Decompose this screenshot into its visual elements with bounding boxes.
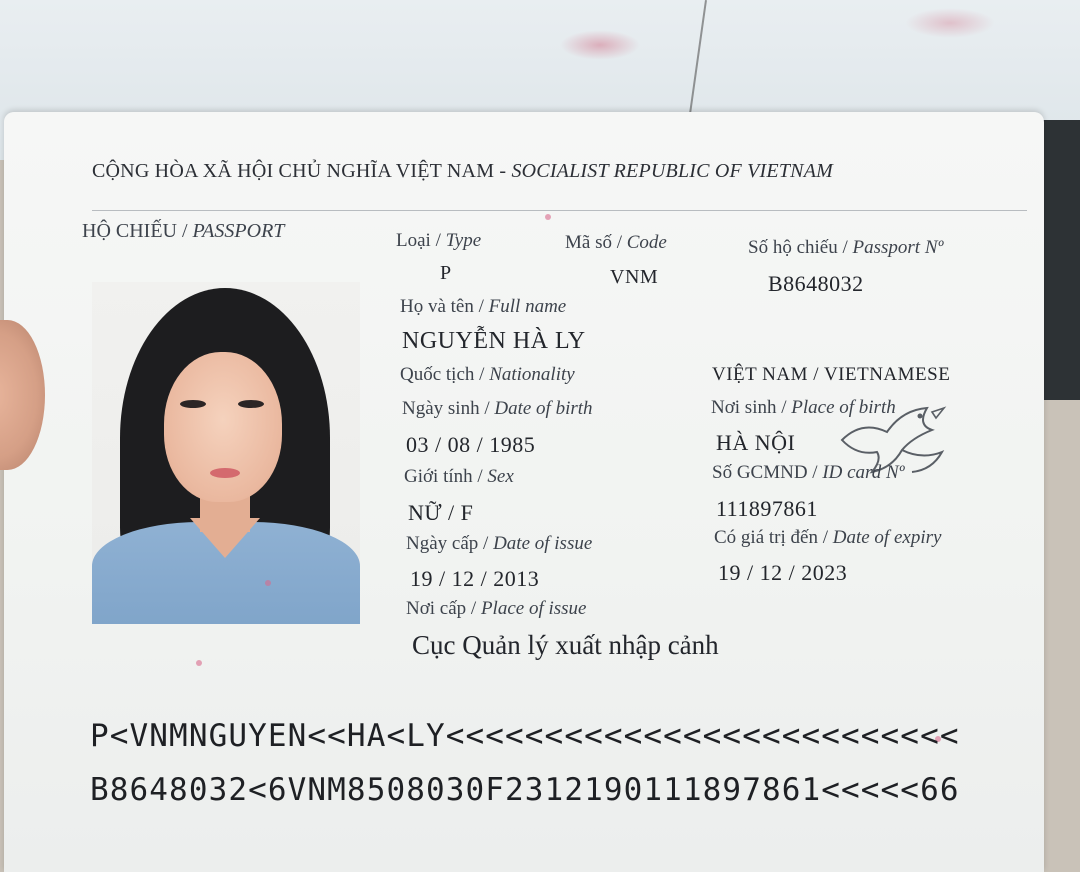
dob-value: 03 / 08 / 1985	[406, 432, 536, 457]
date-of-expiry-label-en: Date of expiry	[832, 527, 942, 548]
date-of-expiry-value: 19 / 12 / 2023	[718, 560, 848, 585]
id-card-label-vn: Số GCMND /	[712, 462, 823, 483]
code-label	[565, 232, 667, 254]
passport-number-label-en: Passport Nº	[852, 237, 944, 258]
mrz-line-1: P<VNMNGUYEN<<HA<LY<<<<<<<<<<<<<<<<<<<<<<<<<<	[90, 718, 960, 754]
full-name-label-vn: Họ và tên /	[400, 296, 489, 317]
document-title	[82, 220, 284, 243]
type-value: P	[440, 262, 452, 284]
place-of-issue-value: Cục Quản lý xuất nhập cảnh	[412, 630, 719, 660]
sex-value: NỮ / F	[408, 500, 474, 525]
full-name-label-en: Full name	[488, 296, 567, 317]
passport-number-value: B8648032	[768, 271, 864, 296]
dob-label-vn: Ngày sinh /	[402, 398, 495, 419]
type-label	[396, 230, 481, 252]
ink-dot	[545, 214, 551, 220]
full-name-label	[400, 296, 566, 318]
country-name-en: SOCIALIST REPUBLIC OF VIETNAM	[511, 160, 833, 182]
passport-number-label	[748, 237, 943, 259]
country-name-vn: CỘNG HÒA XÃ HỘI CHỦ NGHĨA VIỆT NAM -	[92, 160, 512, 182]
full-name-value: NGUYỄN HÀ LY	[402, 328, 586, 354]
sex-label-en: Sex	[487, 466, 514, 487]
sex-label-vn: Giới tính /	[404, 466, 488, 487]
nationality-label-en: Nationality	[489, 364, 575, 385]
place-of-issue-label	[406, 598, 586, 620]
country-header	[92, 160, 967, 183]
place-of-birth-value: HÀ NỘI	[716, 430, 796, 455]
photo-eye	[180, 400, 206, 408]
type-label-en: Type	[445, 230, 482, 251]
nationality-value: VIỆT NAM / VIETNAMESE	[712, 364, 951, 385]
date-of-issue-label-vn: Ngày cấp /	[406, 533, 494, 554]
date-of-expiry-label	[714, 527, 941, 549]
id-card-label-en: ID card Nº	[822, 462, 905, 483]
sex-label	[404, 466, 514, 488]
place-of-issue-label-vn: Nơi cấp /	[406, 598, 481, 619]
date-of-issue-label	[406, 533, 592, 555]
ink-stamp-mark	[905, 8, 995, 38]
code-label-vn: Mã số /	[565, 232, 627, 253]
photo-face	[164, 352, 282, 502]
document-title-vn: HỘ CHIẾU /	[82, 220, 193, 242]
mrz-line-2: B8648032<6VNM8508030F2312190111897861<<<<<66	[90, 772, 960, 808]
place-of-birth-label-vn: Nơi sinh /	[711, 397, 792, 418]
code-label-en: Code	[626, 232, 667, 253]
date-of-issue-label-en: Date of issue	[493, 533, 593, 554]
type-label-vn: Loại /	[396, 230, 446, 251]
id-card-value: 111897861	[716, 496, 818, 521]
photo-eye	[238, 400, 264, 408]
header-divider	[92, 210, 1027, 211]
date-of-issue-value: 19 / 12 / 2013	[410, 566, 540, 591]
place-of-issue-label-en: Place of issue	[480, 598, 587, 619]
ink-stamp-mark	[560, 30, 640, 60]
place-of-birth-label-en: Place of birth	[791, 397, 896, 418]
ink-dot	[265, 580, 271, 586]
nationality-label	[400, 364, 575, 386]
dob-label	[402, 398, 593, 420]
code-value: VNM	[610, 266, 659, 288]
document-title-en: PASSPORT	[192, 220, 285, 242]
nationality-label-vn: Quốc tịch /	[400, 364, 490, 385]
background-edge	[1040, 120, 1080, 400]
dob-label-en: Date of birth	[494, 398, 593, 419]
date-of-expiry-label-vn: Có giá trị đến /	[714, 527, 833, 548]
photo-lips	[210, 468, 240, 478]
passport-number-label-vn: Số hộ chiếu /	[748, 237, 853, 258]
holder-photo	[92, 282, 360, 624]
id-card-label	[712, 462, 905, 484]
ink-dot	[196, 660, 202, 666]
